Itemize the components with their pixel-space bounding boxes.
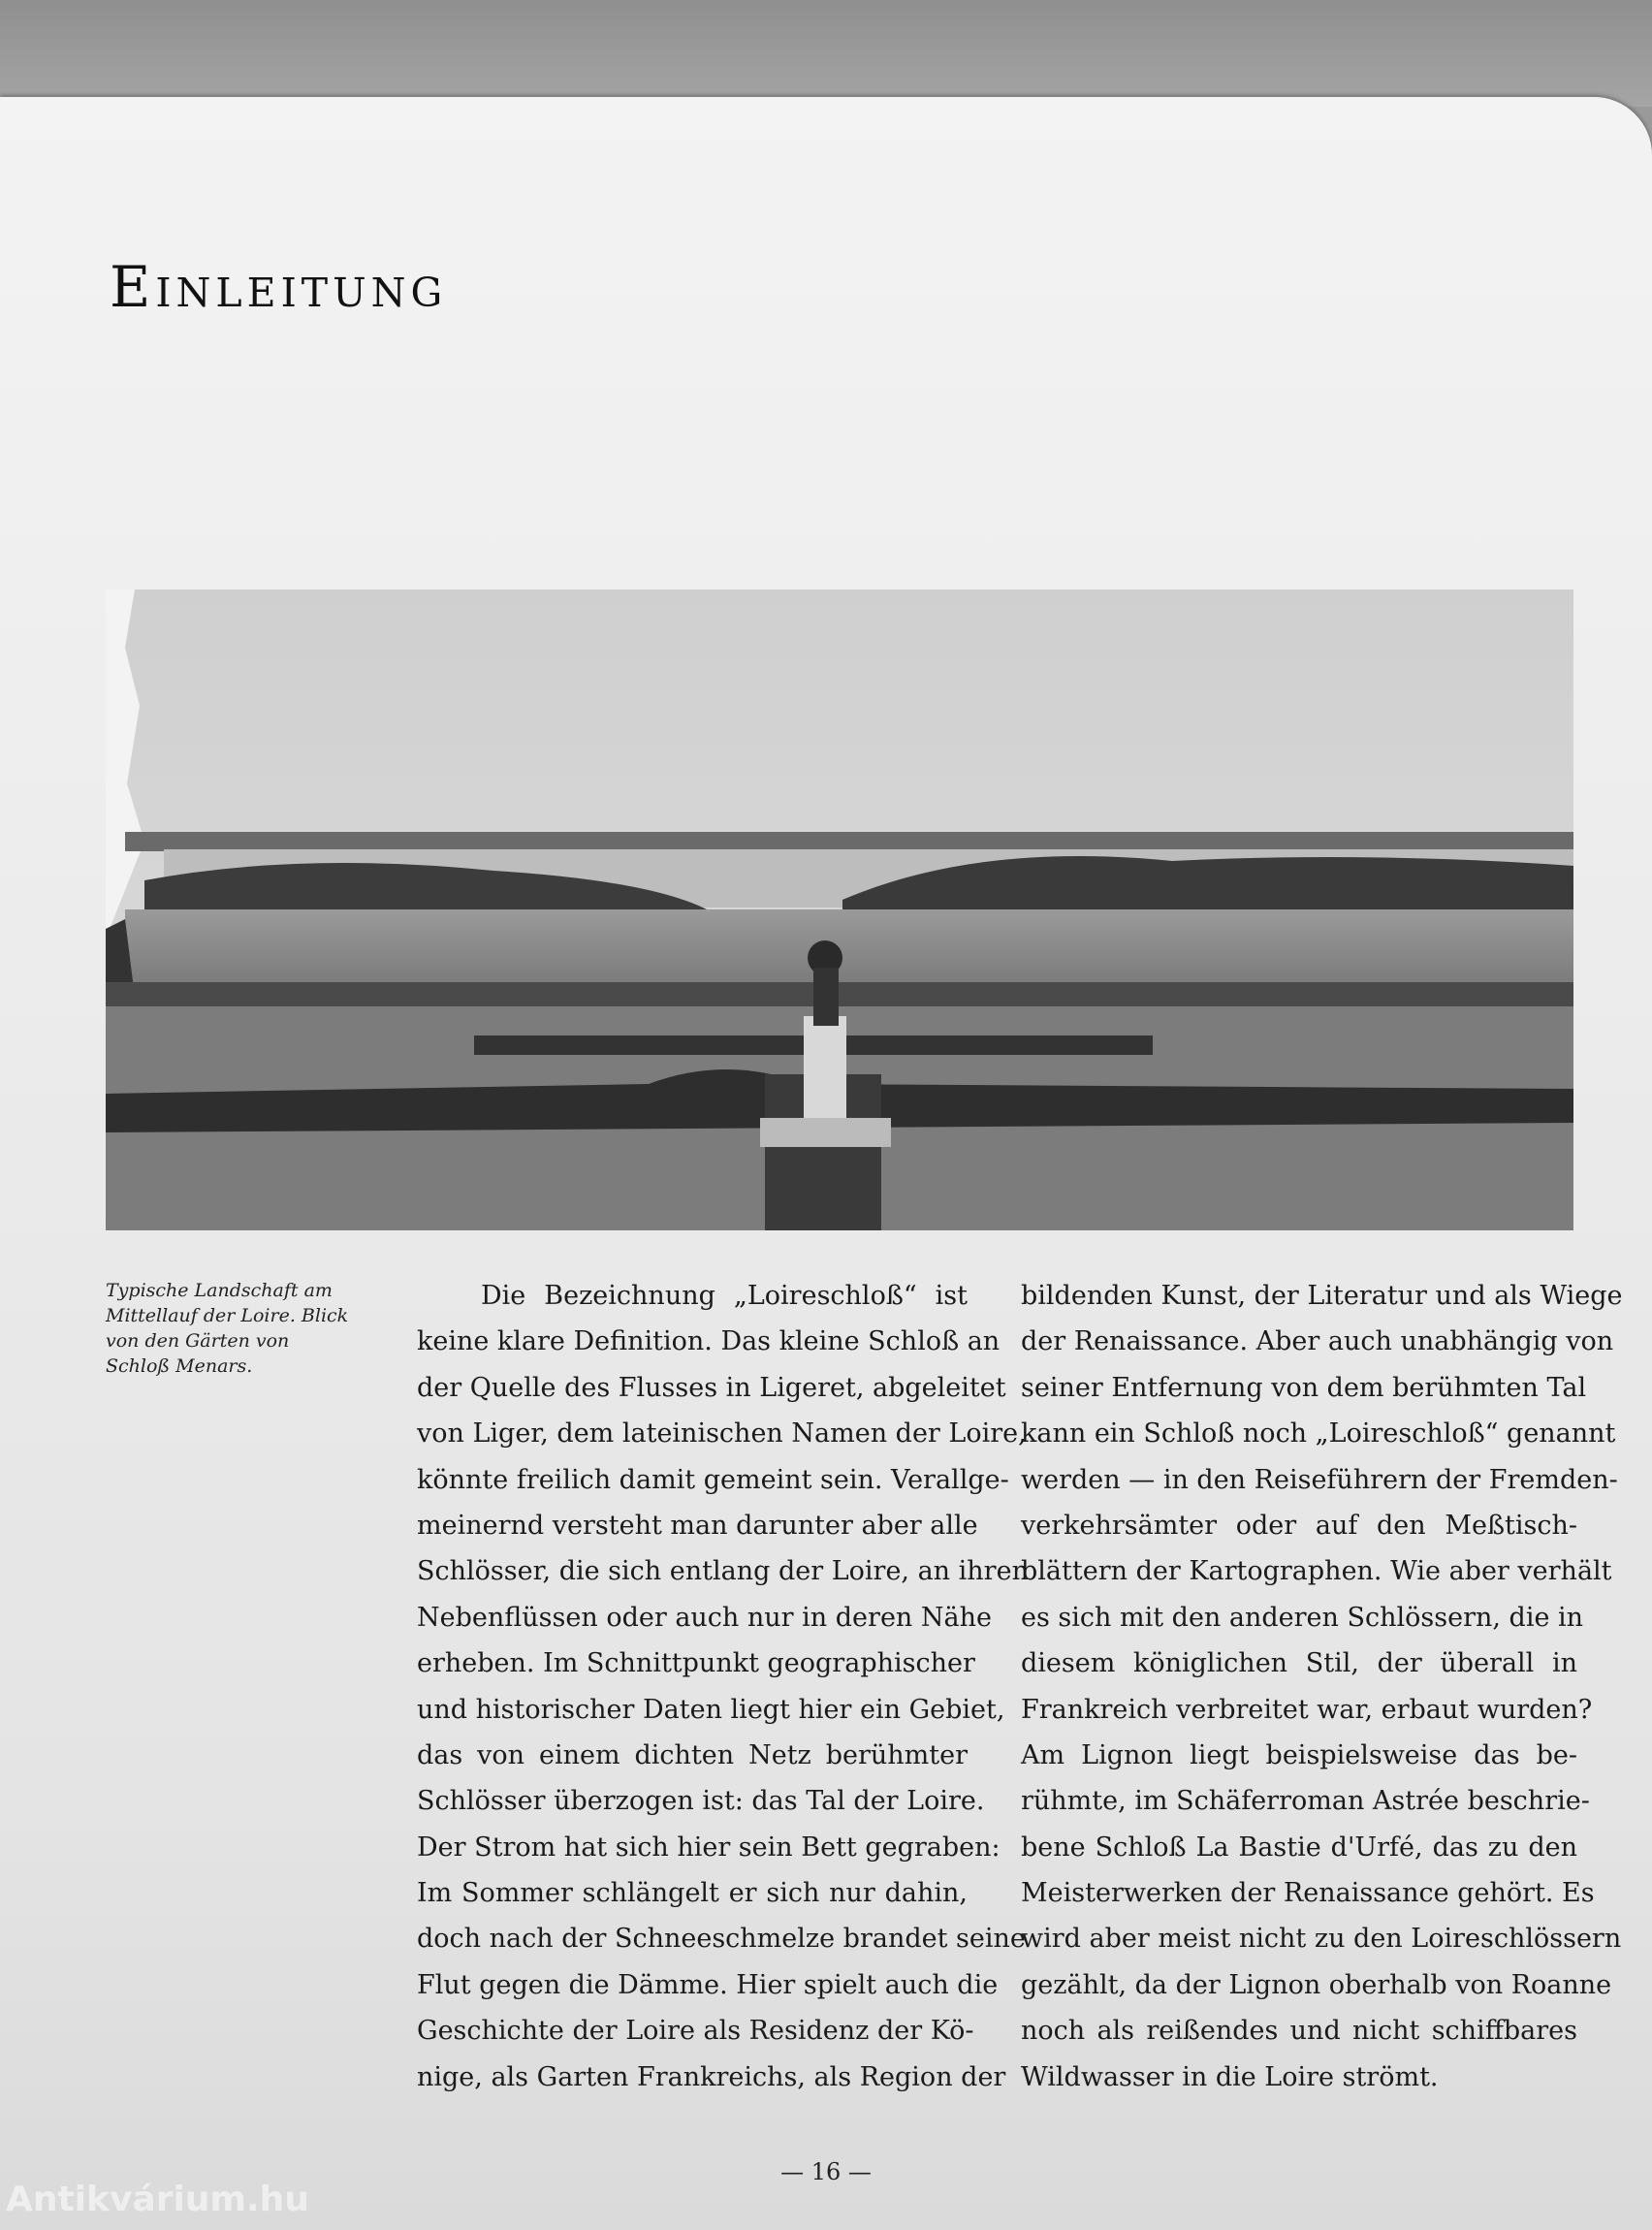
text-line: gezählt, da der Lignon oberhalb von Roanne bbox=[1021, 1969, 1612, 2000]
text-line: bene Schloß La Bastie d'Urfé, das zu den bbox=[1021, 1832, 1577, 1863]
text-line: verkehrsämter oder auf den Meßtisch- bbox=[1021, 1510, 1577, 1541]
background-surface bbox=[0, 0, 1652, 107]
text-line: kann ein Schloß noch „Loireschloß“ genannt bbox=[1021, 1418, 1616, 1450]
text-line: es sich mit den anderen Schlössern, die in bbox=[1021, 1602, 1584, 1633]
text-line: Meisterwerken der Renaissance gehört. Es bbox=[1021, 1878, 1595, 1909]
text-line: Am Lignon liegt beispielsweise das be- bbox=[1021, 1739, 1577, 1770]
text-line: seiner Entfernung von dem berühmten Tal bbox=[1021, 1372, 1587, 1403]
landscape-photo bbox=[106, 589, 1573, 1230]
text-line: Die Bezeichnung „Loireschloß“ ist bbox=[481, 1281, 968, 1311]
text-line: und historischer Daten liegt hier ein Gebiet, bbox=[417, 1694, 1005, 1725]
text-line: Schlösser, die sich entlang der Loire, an ihren bbox=[417, 1556, 1029, 1587]
text-line: von Liger, dem lateinischen Namen der Loire, bbox=[417, 1418, 1027, 1450]
text-line: doch nach der Schneeschmelze brandet seine bbox=[417, 1924, 1026, 1955]
text-line: diesem königlichen Stil, der überall in bbox=[1021, 1648, 1577, 1679]
text-line: Geschichte der Loire als Residenz der Kö- bbox=[417, 2016, 974, 2047]
text-line: Schlösser überzogen ist: das Tal der Loire. bbox=[417, 1786, 985, 1817]
text-line: Flut gegen die Dämme. Hier spielt auch die bbox=[417, 1969, 999, 2000]
loire-garden-photo-illustration bbox=[106, 589, 1573, 1230]
text-line: keine klare Definition. Das kleine Schloß an bbox=[417, 1326, 1001, 1357]
text-line: noch als reißendes und nicht schiffbares bbox=[1021, 2016, 1577, 2047]
caption-line: von den Gärten von bbox=[106, 1330, 290, 1352]
text-line: das von einem dichten Netz berühmter bbox=[417, 1739, 968, 1770]
text-line: könnte freilich damit gemeint sein. Verallge- bbox=[417, 1464, 1009, 1495]
caption-line: Schloß Menars. bbox=[106, 1355, 253, 1377]
watermark: Antikvárium.hu bbox=[6, 2180, 309, 2219]
text-line: werden — in den Reiseführern der Fremden- bbox=[1021, 1464, 1618, 1495]
text-line: der Quelle des Flusses in Ligeret, abgeleitet bbox=[417, 1372, 1006, 1403]
page-title: Einleitung bbox=[110, 254, 448, 320]
text-line: Frankreich verbreitet war, erbaut wurden? bbox=[1021, 1694, 1593, 1725]
page-number: — 16 — bbox=[780, 2158, 872, 2185]
caption-line: Mittellauf der Loire. Blick bbox=[106, 1305, 349, 1326]
body-text-column-2 bbox=[1021, 1273, 1623, 2100]
text-line: meinernd versteht man darunter aber alle bbox=[417, 1510, 978, 1541]
text-line: der Renaissance. Aber auch unabhängig von bbox=[1021, 1326, 1614, 1357]
text-line: bildenden Kunst, der Literatur und als Wiege bbox=[1021, 1281, 1623, 1311]
text-line: Im Sommer schlängelt er sich nur dahin, bbox=[417, 1878, 968, 1909]
body-text-column-1 bbox=[417, 1273, 1029, 2100]
text-line: Der Strom hat sich hier sein Bett gegraben: bbox=[417, 1832, 1001, 1863]
text-line: Wildwasser in die Loire strömt. bbox=[1021, 2061, 1439, 2092]
text-line: wird aber meist nicht zu den Loireschlössern bbox=[1021, 1924, 1622, 1955]
text-line: erheben. Im Schnittpunkt geographischer bbox=[417, 1648, 975, 1679]
text-line: Nebenflüssen oder auch nur in deren Nähe bbox=[417, 1602, 992, 1633]
text-line: nige, als Garten Frankreichs, als Region der bbox=[417, 2061, 1006, 2092]
text-line: rühmte, im Schäferroman Astrée beschrie- bbox=[1021, 1786, 1590, 1817]
text-line: blättern der Kartographen. Wie aber verhält bbox=[1021, 1556, 1612, 1587]
caption-line: Typische Landschaft am bbox=[106, 1280, 333, 1301]
photo-caption bbox=[106, 1278, 358, 1379]
